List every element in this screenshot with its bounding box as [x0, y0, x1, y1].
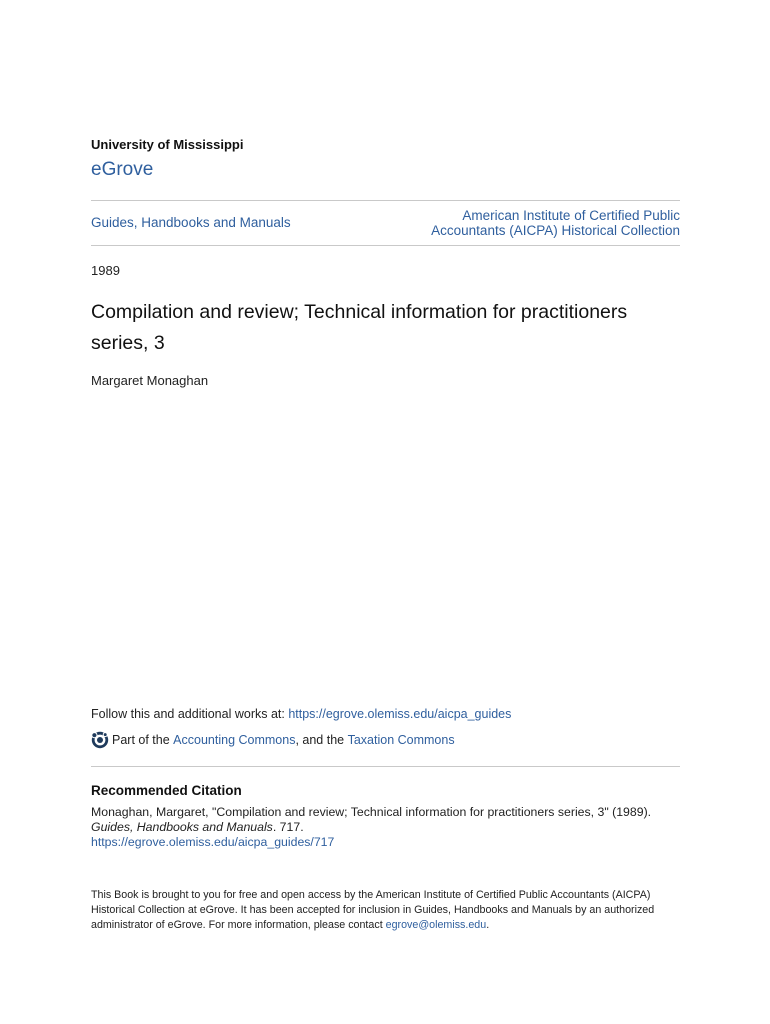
follow-line	[91, 707, 511, 721]
divider-bottom	[91, 766, 680, 767]
part-of-line	[91, 731, 455, 749]
collection-link-line1: American Institute of Certified Public	[462, 208, 680, 223]
part-of-prefix: Part of the	[112, 733, 170, 747]
divider-middle	[91, 245, 680, 246]
repository-link[interactable]: eGrove	[91, 159, 154, 180]
collection-link[interactable]	[380, 208, 680, 238]
citation-body	[91, 805, 681, 850]
access-statement-end: .	[486, 919, 490, 931]
network-commons-icon	[91, 731, 109, 749]
access-statement-text: This Book is brought to you for free and open access by the American Institute of Certified Public Accountants (AICPA) Historical Collection at eGrove. It has been accepted for inclusion in Guides, Handbooks and Manuals by an authorized administrator of eGrove. For more information, please contact	[91, 889, 655, 931]
citation-heading: Recommended Citation	[91, 783, 242, 798]
divider-top	[91, 200, 680, 201]
citation-series: Guides, Handbooks and Manuals	[91, 820, 273, 834]
contact-email-link[interactable]: egrove@olemiss.edu	[385, 919, 487, 931]
document-title: Compilation and review; Technical information for practitioners series, 3	[91, 301, 628, 354]
publication-year: 1989	[91, 263, 120, 278]
series-link[interactable]: Guides, Handbooks and Manuals	[91, 215, 291, 230]
follow-link[interactable]: https://egrove.olemiss.edu/aicpa_guides	[288, 707, 512, 721]
citation-url-link[interactable]: https://egrove.olemiss.edu/aicpa_guides/717	[91, 835, 335, 849]
document-author: Margaret Monaghan	[91, 373, 209, 388]
access-statement	[91, 888, 681, 933]
collection-link-line2: Accountants (AICPA) Historical Collection	[431, 223, 680, 238]
part-of-middle: , and the	[295, 733, 345, 747]
citation-number: . 717.	[272, 820, 304, 834]
follow-prefix: Follow this and additional works at:	[91, 707, 289, 721]
institution-name: University of Mississippi	[91, 137, 244, 152]
citation-text: Monaghan, Margaret, "Compilation and review; Technical information for practitioners series, 3" (1989).	[91, 805, 652, 819]
taxation-commons-link[interactable]: Taxation Commons	[347, 733, 455, 747]
accounting-commons-link[interactable]: Accounting Commons	[173, 733, 296, 747]
